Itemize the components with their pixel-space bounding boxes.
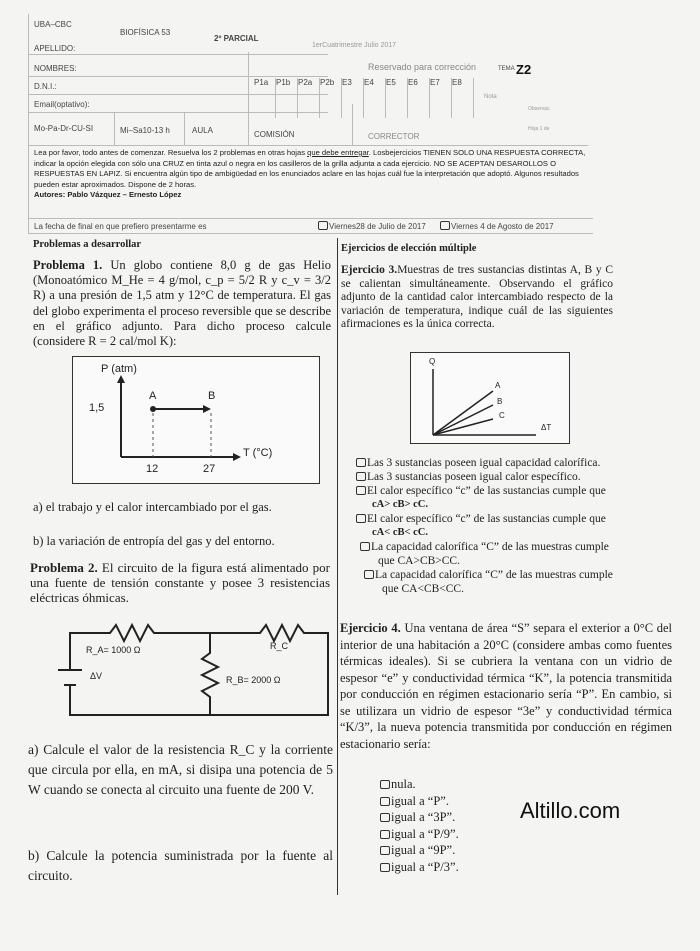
checkbox[interactable]	[356, 458, 366, 467]
x-arrow-icon	[233, 453, 241, 461]
checkbox[interactable]	[364, 570, 374, 579]
option-label: La capacidad calorífica “C” de las muestras cumple	[375, 569, 613, 581]
grid-cell: E3	[342, 78, 364, 118]
corrector-field[interactable]: CORRECTOR	[368, 132, 420, 141]
pt-graph	[72, 356, 320, 484]
option[interactable]	[380, 842, 459, 859]
option[interactable]	[356, 470, 613, 484]
option-continuation: que CA>CB>CC.	[378, 555, 460, 567]
pt-graph-svg	[73, 357, 321, 485]
grid-cell: E8	[452, 78, 474, 118]
exercise-3	[341, 264, 613, 332]
option[interactable]	[380, 859, 459, 876]
checkbox[interactable]	[380, 830, 390, 839]
nombres-field[interactable]: NOMBRES:	[34, 64, 77, 73]
apellido-field[interactable]: APELLIDO:	[34, 44, 76, 53]
option-label: Viernes28 de Julio de 2017	[329, 222, 426, 231]
option[interactable]	[380, 776, 459, 793]
exam-name: 2º PARCIAL	[214, 34, 259, 43]
section-heading-multiple-choice: Ejercicios de elección múltiple	[341, 243, 477, 254]
point-a	[150, 406, 156, 412]
resistor-rb	[202, 633, 218, 715]
instructions	[34, 148, 600, 201]
line-b-label: B	[497, 397, 503, 406]
exercise-4	[340, 620, 672, 752]
point-b-label: B	[208, 390, 216, 402]
problem-2b: b) Calcule la potencia suministrada por la fuente al circuito.	[28, 848, 333, 883]
x-axis-label: ΔT	[541, 423, 552, 432]
line-c	[433, 419, 493, 435]
grid-cell: P1b	[276, 78, 298, 118]
problem-1-title: Problema 1.	[33, 258, 103, 272]
option-label: igual a “P/3”.	[391, 859, 459, 874]
tema-label: TEMA	[498, 66, 515, 72]
option-label: igual a “3P”.	[391, 810, 456, 824]
option[interactable]	[380, 793, 459, 810]
problem-1a: a) el trabajo y el calor intercambiado por el gas.	[33, 500, 272, 514]
institution: UBA–CBC	[34, 20, 72, 29]
instructions-text: Lea por favor, todo antes de comenzar. Resuelva los 2 problemas en otras hojas	[34, 148, 308, 157]
y-axis-label: Q	[429, 357, 436, 366]
option[interactable]	[356, 540, 613, 568]
term: 1erCuatrimestre Julio 2017	[312, 42, 397, 49]
option-label: Las 3 sustancias poseen igual calor específico.	[367, 471, 581, 483]
grid-cell: E4	[364, 78, 386, 118]
subject: BIOFÍSICA 53	[120, 28, 171, 37]
option[interactable]	[356, 484, 613, 512]
dni-field[interactable]: D.N.I.:	[34, 82, 57, 91]
comision-field[interactable]: COMISIÓN	[254, 130, 295, 139]
problem-2-title: Problema 2.	[30, 560, 98, 575]
grid-cell: P1a	[254, 78, 276, 118]
option-label: igual a “P”.	[391, 793, 449, 808]
observaciones-label: Observac.	[528, 106, 551, 112]
tema-value: Z2	[516, 62, 532, 77]
rb-label: R_B= 2000 Ω	[226, 675, 281, 685]
horario: Mi–Sa10-13 h	[120, 126, 170, 135]
problem-1-text: Un globo contiene 8,0 g de gas Helio (Monoatómico M_He = 4 g/mol, c_p = 5/2 R y c_v = 3/2 R) a una presión de 1,5 atm y 12°C de temperatura. El gas del globo experimenta el proceso reversible que se describe en el gráfico adjunto. Para dicho proceso calcule (considere R = 2 cal/mol K):	[33, 258, 332, 349]
correction-grid	[254, 78, 474, 118]
problem-2-text: El circuito de la figura está alimentado por una fuente de tensión constante y posee 3 resistencias eléctricas óhmicas.	[30, 560, 331, 606]
process-arrow-icon	[203, 405, 211, 413]
exercise-4-options	[380, 776, 459, 875]
option-label: Viernes 4 de Agosto de 2017	[451, 222, 554, 231]
circuit-wire	[70, 625, 328, 715]
problem-1b: b) la variación de entropía del gas y del entorno.	[33, 534, 275, 548]
option-label: Las 3 sustancias poseen igual capacidad calorífica.	[367, 457, 601, 469]
point-a-label: A	[149, 390, 157, 402]
grid-cell: E6	[408, 78, 430, 118]
y-tick: 1,5	[89, 402, 105, 414]
exam-header	[28, 14, 608, 236]
watermark: Altillo.com	[520, 798, 621, 823]
x-tick: 12	[146, 463, 159, 475]
x-tick: 27	[203, 463, 216, 475]
problem-2a: a) Calcule el valor de la resistencia R_C y la corriente que circula por ella, en mA, si disipa una potencia de 5 W cuando se conecta al circuito una fuente de 200 V.	[28, 742, 333, 797]
final-date-option-2[interactable]	[440, 221, 554, 231]
checkbox[interactable]	[380, 780, 390, 789]
y-axis-label: P (atm)	[101, 363, 137, 375]
aula-field[interactable]: AULA	[192, 126, 213, 135]
reservado-label: Reservado para corrección	[368, 62, 477, 72]
grid-cell: E5	[386, 78, 408, 118]
exercise-3-text: Muestras de tres sustancias distintas A, B y C se calientan simultáneamente. Observando el gráfico adjunto de la cantidad calor intercambiado respecto de la variación de temperatura, indique cuál de las siguientes afirmaciones es la única correcta.	[341, 264, 614, 330]
exercise-3-options	[356, 456, 613, 596]
hoja-label: Hoja 1 de	[528, 126, 550, 132]
column-divider	[337, 238, 338, 895]
checkbox[interactable]	[440, 221, 450, 230]
checkbox[interactable]	[380, 846, 390, 855]
line-a	[433, 391, 493, 435]
line-b	[433, 405, 493, 435]
checkbox[interactable]	[356, 514, 366, 523]
problem-2	[30, 560, 330, 606]
checkbox[interactable]	[380, 863, 390, 872]
line-a-label: A	[495, 381, 501, 390]
option[interactable]	[380, 809, 459, 826]
exercise-3-title: Ejercicio 3.	[341, 264, 398, 276]
grid-cell: E7	[430, 78, 452, 118]
ra-label: R_A= 1000 Ω	[86, 645, 141, 655]
option-continuation: cA< cB< cC.	[372, 527, 428, 538]
checkbox[interactable]	[356, 472, 366, 481]
option-label: La capacidad calorífica “C” de las muestras cumple	[371, 541, 609, 553]
option-label: igual a “P/9”.	[391, 826, 459, 841]
instructions-text-2: . Losbejercicios TIENEN SOLO UNA RESPUESTA CORRECTA, indicar la opción elegida con sólo una CRUZ en tinta azul o negra en los casilleros de la grilla adjunta a cada ejercicio. NO SE ACEPTAN DESAROLLOS O RESPUESTAS EN LAPIZ. Si encuentra algún tipo de ambigüedad en los enunciados aclare en las hojas cuál fue la interpretación que adoptó. Algunos resultados pueden estar aproximados. Dispone de 2 horas.	[34, 148, 586, 189]
source-label: ΔV	[90, 671, 103, 681]
checkbox[interactable]	[380, 813, 390, 822]
exercise-4-text: Una ventana de área “S” separa el exterior a 0°C del interior de una habitación a 20°C (considere ambas como fuentes térmicas ideales). Si se cubriera la ventana con un vidrio de espesor “e” y conductividad térmica “K”, la potencia transmitida por conducción en régimen estacionario sería “P”. En cambio, si se utilizara un vidrio de espesor “3e” y conductividad térmica “K/3”, la nueva potencia transmitida por conducción en régimen estacionario sería:	[340, 621, 673, 751]
exercise-4-title: Ejercicio 4.	[340, 621, 401, 635]
problem-1	[33, 258, 331, 349]
grid-cell: P2b	[320, 78, 342, 118]
x-axis-label: T (°C)	[243, 447, 273, 459]
option-continuation: cA> cB> cC.	[372, 499, 428, 510]
grid-cell: P2a	[298, 78, 320, 118]
option-continuation: que CA<CB<CC.	[382, 583, 464, 595]
rc-label: R_C	[270, 641, 289, 651]
email-field[interactable]: Email(optativo):	[34, 100, 90, 109]
nota-label: Nota	[484, 94, 497, 100]
final-date-option-1[interactable]	[318, 221, 426, 231]
section-heading-problems: Problemas a desarrollar	[33, 239, 142, 250]
option-label: El calor específico “c” de las sustancias cumple que	[367, 485, 606, 497]
final-date-label: La fecha de final en que prefiero presentarme es	[34, 222, 207, 231]
option[interactable]	[356, 512, 613, 540]
option-label: nula.	[391, 777, 416, 791]
option[interactable]	[356, 456, 613, 470]
checkbox[interactable]	[356, 486, 366, 495]
option[interactable]	[356, 568, 613, 596]
authors: Autores: Pablo Vázquez – Ernesto López	[34, 190, 182, 199]
option-label: El calor específico “c” de las sustancias cumple que	[367, 513, 606, 525]
q-dt-graph	[410, 352, 570, 444]
checkbox[interactable]	[318, 221, 328, 230]
sedes: Mo-Pa-Dr-CU-SI	[34, 124, 94, 133]
line-c-label: C	[499, 411, 505, 420]
checkbox[interactable]	[380, 797, 390, 806]
checkbox[interactable]	[360, 542, 370, 551]
circuit-diagram	[50, 615, 340, 730]
instructions-underlined: que debe entregar	[307, 148, 369, 157]
option-label: igual a “9P”.	[391, 843, 456, 857]
option[interactable]	[380, 826, 459, 843]
y-arrow-icon	[117, 375, 125, 383]
